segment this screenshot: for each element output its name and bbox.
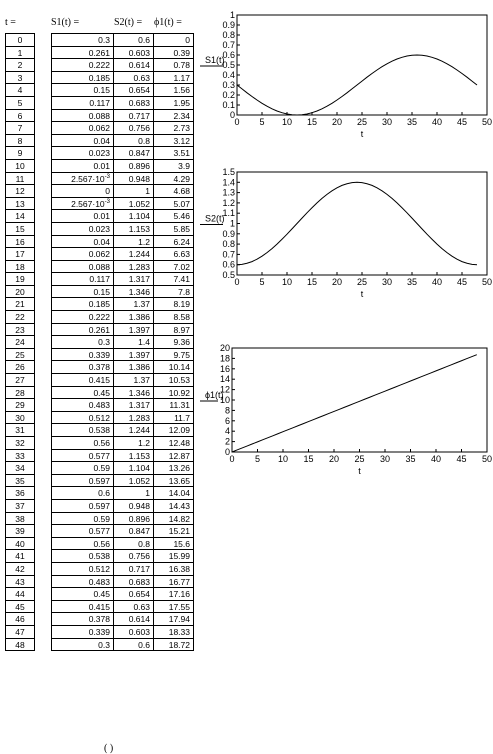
s1-value-cell: 0.15 [52,83,113,96]
s1-value-cell: 0.45 [52,386,113,399]
x-tick-label: 40 [430,454,442,464]
s2-value-cell: 1.153 [114,449,153,462]
t-value-cell: 5 [6,96,34,109]
s2-value-cell: 1.37 [114,297,153,310]
phi-value-cell: 13.26 [154,461,193,474]
t-value-cell: 15 [6,222,34,235]
s2-value-cell: 0.654 [114,83,153,96]
y-tick-label: 0.8 [222,239,235,250]
t-value-cell: 47 [6,625,34,638]
y-tick-label: 10 [219,395,230,405]
phi-value-cell: 8.58 [154,310,193,323]
x-tick-label: 35 [405,454,416,464]
phi-value-cell: 17.16 [154,587,193,600]
y-tick-label: 0.6 [222,50,235,60]
phi-value-cell: 14.43 [154,499,193,512]
phi-value-cell: 18.72 [154,638,193,651]
s2-value-cell: 1.346 [114,386,153,399]
phi-value-cell: 5.07 [154,197,193,210]
x-tick-label: 5 [254,454,261,464]
t-value-cell: 37 [6,499,34,512]
phi-value-cell: 3.9 [154,159,193,172]
t-value-cell: 14 [6,209,34,222]
t-value-cell: 42 [6,562,34,575]
s2-value-cell: 0.63 [114,71,153,84]
s2-value-cell: 0.847 [114,524,153,537]
x-tick-label: 40 [431,117,443,127]
y-tick-label: 16 [219,363,230,374]
phi-header: ϕ1(t) = [154,17,182,28]
phi-value-cell: 9.75 [154,348,193,361]
y-tick-label: 0.7 [222,40,235,50]
s2-value-cell: 0.8 [114,134,153,147]
s2-chart [200,166,493,306]
s1-value-cell: 0 [52,184,113,197]
s1-value-cell: 0.538 [52,423,113,436]
s2-value-cell: 1.2 [114,235,153,248]
phi-value-cell: 2.34 [154,109,193,122]
s1-value-cell: 0.062 [52,247,113,260]
phi-value-cell: 17.94 [154,612,193,625]
y-tick-label: 0.5 [222,60,235,70]
phi-value-cell: 15.99 [154,549,193,562]
y-tick-label: 1 [229,10,235,20]
t-value-cell: 10 [6,159,34,172]
x-tick-label: 0 [234,277,240,287]
s1-value-cell: 0.3 [52,335,113,348]
x-tick-label: 25 [356,117,368,127]
s1-value-cell: 0.222 [52,310,113,323]
x-tick-label: 0 [229,454,235,464]
t-value-cell: 11 [6,172,34,185]
s2-value-cell: 0.63 [114,600,153,613]
s1-value-cell: 0.3 [52,33,113,46]
s2-value-cell: 1 [114,184,153,197]
x-tick-label: 50 [481,277,493,287]
x-axis-label: t [358,466,361,476]
phi-value-cell: 16.77 [154,575,193,588]
phi-values-column [153,33,194,651]
phi-value-cell: 1.56 [154,83,193,96]
s1-value-cell: 0.185 [52,297,113,310]
y-tick-label: 14 [219,374,230,385]
s2-value-cell: 1 [114,486,153,499]
s1-value-cell: 0.04 [52,134,113,147]
s1-value-cell: 0.023 [52,146,113,159]
s1-value-cell: 0.3 [52,638,113,651]
x-tick-label: 10 [281,277,293,287]
x-tick-label: 30 [381,117,393,127]
t-value-cell: 44 [6,587,34,600]
s2-value-cell: 0.948 [114,172,153,185]
t-value-cell: 8 [6,134,34,147]
phi-value-cell: 16.38 [154,562,193,575]
s1-value-cell: 0.023 [52,222,113,235]
y-axis-label: S1(t) [205,55,225,65]
y-tick-label: 0.5 [222,270,235,280]
s1-value-cell: 0.512 [52,562,113,575]
x-tick-label: 20 [328,454,340,464]
x-tick-label: 25 [356,277,368,287]
s2-value-cell: 1.386 [114,310,153,323]
y-tick-label: 0.8 [222,30,235,40]
x-tick-label: 25 [354,454,365,464]
s1-header: S1(t) = [51,17,80,28]
s1-value-cell: 0.01 [52,209,113,222]
s1-value-cell: 0.56 [52,537,113,550]
s2-value-cell: 0.717 [114,562,153,575]
y-tick-label: 0.9 [222,20,235,30]
s2-value-cell: 1.397 [114,323,153,336]
y-tick-label: 0.2 [222,90,235,100]
x-tick-label: 15 [303,454,314,464]
s1-values-column [51,33,114,651]
phi-value-cell: 4.68 [154,184,193,197]
s1-value-cell: 0.117 [52,96,113,109]
t-value-cell: 2 [6,58,34,71]
t-value-cell: 36 [6,486,34,499]
s1-value-cell: 0.483 [52,398,113,411]
x-tick-label: 5 [259,277,265,287]
s1-value-cell: 0.339 [52,348,113,361]
s2-value-cell: 0.614 [114,58,153,71]
phi-value-cell: 15.6 [154,537,193,550]
s1-value-cell: 0.378 [52,360,113,373]
phi-value-cell: 9.36 [154,335,193,348]
x-tick-label: 40 [431,277,443,287]
s2-value-cell: 1.052 [114,197,153,210]
s2-value-cell: 1.244 [114,247,153,260]
t-value-cell: 18 [6,260,34,273]
t-value-cell: 3 [6,71,34,84]
s2-values-column [113,33,154,651]
x-tick-label: 45 [456,117,468,127]
phi-value-cell: 8.19 [154,297,193,310]
t-value-cell: 22 [6,310,34,323]
y-tick-label: 1.4 [222,177,235,188]
y-tick-label: 0.4 [222,70,235,80]
s2-value-cell: 0.6 [114,33,153,46]
x-tick-label: 5 [259,117,265,127]
t-values-column [5,33,35,651]
s2-value-cell: 1.397 [114,348,153,361]
s1-value-cell: 0.185 [52,71,113,84]
s2-header: S2(t) = [114,17,143,28]
bottom-bracket: ( ) [104,743,114,754]
t-value-cell: 20 [6,285,34,298]
phi-value-cell: 2.73 [154,121,193,134]
phi-value-cell: 12.48 [154,436,193,449]
t-value-cell: 27 [6,373,34,386]
phi-value-cell: 10.53 [154,373,193,386]
s2-value-cell: 1.317 [114,272,153,285]
y-tick-label: 18 [219,353,230,364]
s2-value-cell: 0.896 [114,159,153,172]
s2-value-cell: 0.847 [114,146,153,159]
phi-value-cell: 0.39 [154,46,193,59]
y-tick-label: 1.2 [222,197,235,208]
s2-value-cell: 0.896 [114,512,153,525]
phi-value-cell: 14.04 [154,486,193,499]
s2-value-cell: 1.317 [114,398,153,411]
s1-value-cell: 0.597 [52,499,113,512]
phi-value-cell: 7.41 [154,272,193,285]
s2-value-cell: 1.283 [114,260,153,273]
s2-value-cell: 1.104 [114,461,153,474]
t-value-cell: 39 [6,524,34,537]
t-value-cell: 12 [6,184,34,197]
y-axis-label: ϕ1(t) [205,390,224,400]
t-value-cell: 35 [6,474,34,487]
s2-value-cell: 1.283 [114,411,153,424]
t-value-cell: 40 [6,537,34,550]
y-tick-label: 1.3 [222,187,235,198]
x-tick-label: 20 [331,117,343,127]
s2-value-cell: 1.2 [114,436,153,449]
t-value-cell: 23 [6,323,34,336]
t-header: t = [5,17,16,28]
phi-value-cell: 11.7 [154,411,193,424]
t-value-cell: 43 [6,575,34,588]
t-value-cell: 6 [6,109,34,122]
s1-value-cell: 0.577 [52,524,113,537]
s2-value-cell: 1.104 [114,209,153,222]
s2-value-cell: 1.052 [114,474,153,487]
x-tick-label: 0 [234,117,240,127]
s2-value-cell: 0.717 [114,109,153,122]
s1-value-cell: 0.597 [52,474,113,487]
phi-value-cell: 7.02 [154,260,193,273]
t-value-cell: 26 [6,360,34,373]
s2-value-cell: 1.244 [114,423,153,436]
phi-value-cell: 14.82 [154,512,193,525]
phi-value-cell: 3.12 [154,134,193,147]
y-tick-label: 2 [224,436,230,447]
phi-value-cell: 12.09 [154,423,193,436]
t-value-cell: 30 [6,411,34,424]
t-value-cell: 33 [6,449,34,462]
t-value-cell: 45 [6,600,34,613]
phi-value-cell: 5.85 [154,222,193,235]
s1-value-cell: 0.15 [52,285,113,298]
phi-value-cell: 6.24 [154,235,193,248]
s1-value-cell: 0.415 [52,600,113,613]
t-value-cell: 31 [6,423,34,436]
s1-value-cell: 0.512 [52,411,113,424]
x-tick-label: 10 [281,117,293,127]
s1-value-cell: 0.59 [52,461,113,474]
y-axis-label: S2(t) [205,213,225,224]
s2-value-cell: 0.948 [114,499,153,512]
s1-value-cell: 0.01 [52,159,113,172]
x-tick-label: 10 [277,454,289,464]
y-tick-label: 0.9 [222,228,235,239]
t-value-cell: 38 [6,512,34,525]
s2-value-cell: 1.4 [114,335,153,348]
t-value-cell: 48 [6,638,34,651]
s2-value-cell: 1.37 [114,373,153,386]
s1-value-cell: 0.56 [52,436,113,449]
s2-value-cell: 0.756 [114,121,153,134]
y-tick-label: 0.1 [222,100,235,110]
x-tick-label: 45 [456,277,468,287]
t-value-cell: 0 [6,33,34,46]
y-tick-label: 1 [229,218,235,229]
s2-value-cell: 0.603 [114,46,153,59]
t-value-cell: 25 [6,348,34,361]
phi-value-cell: 8.97 [154,323,193,336]
t-value-cell: 7 [6,121,34,134]
x-tick-label: 15 [306,277,318,287]
series-line [237,182,477,264]
t-value-cell: 46 [6,612,34,625]
y-tick-label: 0 [229,110,235,120]
y-tick-label: 12 [219,384,230,395]
s1-value-cell: 0.45 [52,587,113,600]
y-tick-label: 0.3 [222,80,235,90]
s1-value-cell: 0.59 [52,512,113,525]
s2-value-cell: 0.683 [114,96,153,109]
s1-value-cell: 0.117 [52,272,113,285]
t-value-cell: 32 [6,436,34,449]
t-value-cell: 9 [6,146,34,159]
phi-value-cell: 11.31 [154,398,193,411]
phi-value-cell: 3.51 [154,146,193,159]
x-tick-label: 30 [381,277,393,287]
t-value-cell: 24 [6,335,34,348]
s2-value-cell: 0.756 [114,549,153,562]
y-tick-label: 1.5 [222,167,235,177]
y-tick-label: 6 [224,415,230,426]
s2-value-cell: 1.153 [114,222,153,235]
s1-value-cell: 0.415 [52,373,113,386]
y-tick-label: 1.1 [222,208,235,219]
t-value-cell: 29 [6,398,34,411]
y-tick-label: 0.6 [222,259,235,270]
t-value-cell: 34 [6,461,34,474]
phi-value-cell: 12.87 [154,449,193,462]
s1-value-cell: 0.261 [52,323,113,336]
phi-value-cell: 7.8 [154,285,193,298]
s2-value-cell: 0.683 [114,575,153,588]
t-value-cell: 1 [6,46,34,59]
s2-value-cell: 0.603 [114,625,153,638]
s1-chart [200,10,493,145]
s2-value-cell: 0.614 [114,612,153,625]
s1-value-cell: 0.088 [52,260,113,273]
s1-value-cell: 0.222 [52,58,113,71]
s1-value-cell: 0.04 [52,235,113,248]
phi-value-cell: 0 [154,33,193,46]
phi-value-cell: 6.63 [154,247,193,260]
phi-value-cell: 0.78 [154,58,193,71]
s2-value-cell: 0.6 [114,638,153,651]
x-tick-label: 30 [379,454,391,464]
s1-value-cell: 0.339 [52,625,113,638]
phi-value-cell: 13.65 [154,474,193,487]
t-value-cell: 19 [6,272,34,285]
x-tick-label: 50 [481,454,493,464]
t-value-cell: 41 [6,549,34,562]
series-line [232,355,477,452]
phi-value-cell: 17.55 [154,600,193,613]
s1-value-cell: 0.538 [52,549,113,562]
plot-frame [237,172,487,275]
s1-value-cell: 0.088 [52,109,113,122]
s1-value-cell: 0.062 [52,121,113,134]
x-tick-label: 20 [331,277,343,287]
y-tick-label: 0 [224,447,230,457]
t-value-cell: 17 [6,247,34,260]
s2-value-cell: 1.346 [114,285,153,298]
s1-value-cell: 0.577 [52,449,113,462]
phi-value-cell: 18.33 [154,625,193,638]
x-tick-label: 35 [406,117,418,127]
s1-value-cell: 0.378 [52,612,113,625]
phi-value-cell: 1.17 [154,71,193,84]
s2-value-cell: 1.386 [114,360,153,373]
x-tick-label: 45 [456,454,467,464]
t-value-cell: 13 [6,197,34,210]
phi-chart [200,341,493,486]
s1-value-cell: 0.261 [52,46,113,59]
x-tick-label: 15 [306,117,318,127]
y-tick-label: 4 [224,426,230,437]
x-tick-label: 50 [481,117,493,127]
x-tick-label: 35 [406,277,418,287]
s1-value-cell: 0.483 [52,575,113,588]
s2-value-cell: 0.8 [114,537,153,550]
s1-value-cell: $2.567\cdot 10^{-3}$ [52,197,113,210]
t-value-cell: 16 [6,235,34,248]
phi-value-cell: 5.46 [154,209,193,222]
t-value-cell: 28 [6,386,34,399]
t-value-cell: 4 [6,83,34,96]
phi-value-cell: 4.29 [154,172,193,185]
s2-value-cell: 0.654 [114,587,153,600]
phi-value-cell: 10.92 [154,386,193,399]
phi-value-cell: 1.95 [154,96,193,109]
x-axis-label: t [360,129,364,139]
phi-value-cell: 10.14 [154,360,193,373]
t-value-cell: 21 [6,297,34,310]
s1-value-cell: 0.6 [52,486,113,499]
x-axis-label: t [360,289,364,299]
y-tick-label: 20 [219,343,230,353]
s1-value-cell: $2.567\cdot 10^{-3}$ [52,172,113,185]
series-line [237,55,477,115]
y-tick-label: 8 [224,405,230,416]
phi-value-cell: 15.21 [154,524,193,537]
y-tick-label: 0.7 [222,249,235,260]
